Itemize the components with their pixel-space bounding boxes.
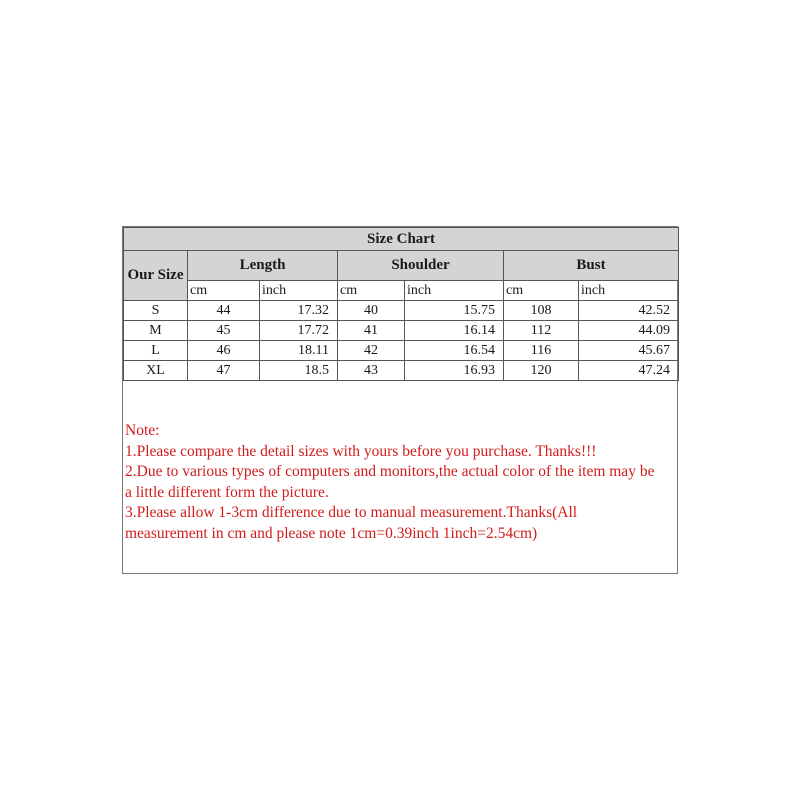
- table-row: [124, 301, 679, 321]
- note-line: a little different form the picture.: [125, 483, 329, 501]
- length-inch: 17.32: [260, 301, 338, 321]
- note-line: 1.Please compare the detail sizes with yours before you purchase. Thanks!!!: [125, 442, 597, 460]
- unit-header-row: [124, 281, 679, 301]
- shoulder-cm: 42: [338, 341, 405, 361]
- bust-inch: 42.52: [579, 301, 679, 321]
- note-heading: Note:: [125, 422, 160, 439]
- table-row: [124, 321, 679, 341]
- our-size-header: Our Size: [124, 251, 188, 301]
- length-header: Length: [188, 251, 338, 281]
- length-cm: 44: [188, 301, 260, 321]
- table-row: [124, 341, 679, 361]
- shoulder-inch: 15.75: [405, 301, 504, 321]
- table-row: [124, 361, 679, 381]
- bust-cm: 120: [504, 361, 579, 381]
- title-row: [124, 228, 679, 251]
- shoulder-inch: 16.14: [405, 321, 504, 341]
- unit-inch: inch: [579, 281, 679, 301]
- shoulder-inch: 16.93: [405, 361, 504, 381]
- notes-section: [125, 421, 677, 544]
- unit-cm: cm: [188, 281, 260, 301]
- length-inch: 18.5: [260, 361, 338, 381]
- note-line: 2.Due to various types of computers and monitors,the actual color of the item may be: [125, 463, 655, 480]
- size-label: XL: [124, 361, 188, 381]
- bust-inch: 45.67: [579, 341, 679, 361]
- shoulder-cm: 41: [338, 321, 405, 341]
- length-inch: 18.11: [260, 341, 338, 361]
- bust-inch: 44.09: [579, 321, 679, 341]
- note-line: measurement in cm and please note 1cm=0.39inch 1inch=2.54cm): [125, 524, 538, 542]
- bust-header: Bust: [504, 251, 679, 281]
- unit-cm: cm: [338, 281, 405, 301]
- bust-cm: 108: [504, 301, 579, 321]
- shoulder-header: Shoulder: [338, 251, 504, 281]
- length-cm: 46: [188, 341, 260, 361]
- size-label: M: [124, 321, 188, 341]
- shoulder-inch: 16.54: [405, 341, 504, 361]
- bust-inch: 47.24: [579, 361, 679, 381]
- length-inch: 17.72: [260, 321, 338, 341]
- size-chart-table: [123, 227, 679, 381]
- size-label: S: [124, 301, 188, 321]
- unit-cm: cm: [504, 281, 579, 301]
- bust-cm: 116: [504, 341, 579, 361]
- length-cm: 45: [188, 321, 260, 341]
- size-label: L: [124, 341, 188, 361]
- unit-inch: inch: [260, 281, 338, 301]
- bust-cm: 112: [504, 321, 579, 341]
- note-line: 3.Please allow 1-3cm difference due to manual measurement.Thanks(All: [125, 504, 578, 521]
- chart-title: Size Chart: [124, 228, 679, 251]
- shoulder-cm: 40: [338, 301, 405, 321]
- unit-inch: inch: [405, 281, 504, 301]
- size-chart-card: [122, 226, 678, 574]
- shoulder-cm: 43: [338, 361, 405, 381]
- group-header-row: [124, 251, 679, 281]
- length-cm: 47: [188, 361, 260, 381]
